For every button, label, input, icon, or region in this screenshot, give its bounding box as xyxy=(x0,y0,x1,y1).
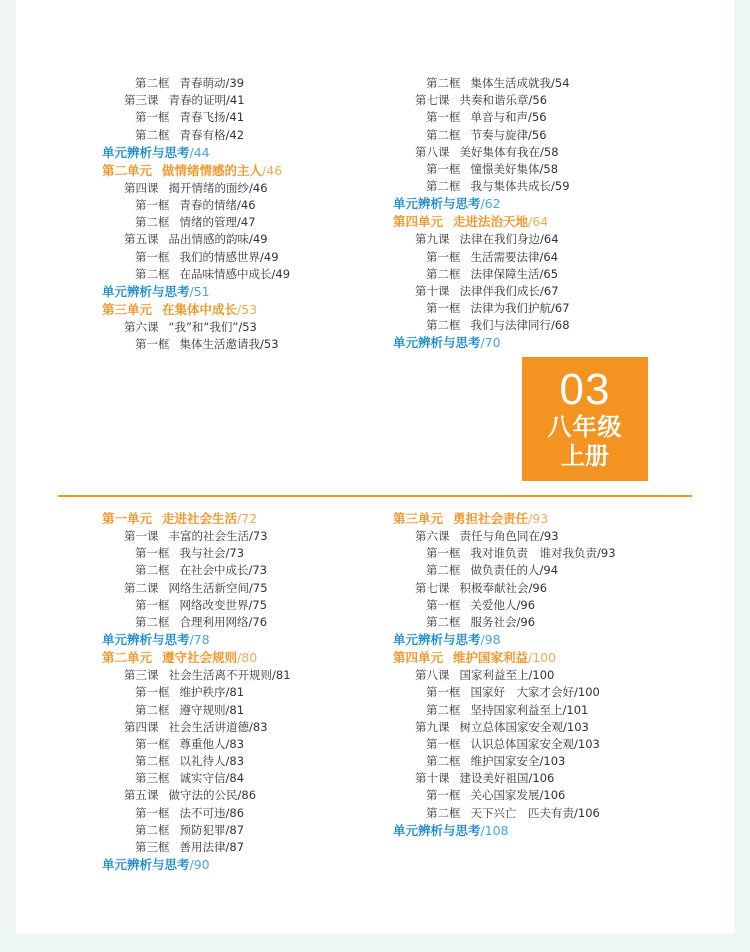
entry-page-number: /49 xyxy=(249,232,268,247)
entry-label: 第二框 xyxy=(426,127,461,142)
entry-page-number: /98 xyxy=(480,632,501,648)
entry-page-number: /56 xyxy=(528,127,547,142)
entry-title: 社会生活讲道德 xyxy=(168,719,249,734)
entry-label: 第八课 xyxy=(415,668,450,683)
section-entry[interactable] xyxy=(102,805,402,822)
entry-label: 第二框 xyxy=(135,614,170,629)
entry-title: 在品味情感中成长 xyxy=(179,266,272,281)
entry-label: 第三框 xyxy=(135,771,170,786)
entry-title: 法律为我们护航 xyxy=(470,301,551,316)
section-entry[interactable] xyxy=(393,614,703,631)
entry-title: 共奏和谐乐章 xyxy=(459,93,529,108)
entry-page-number: /96 xyxy=(516,597,536,612)
entry-page-number: /67 xyxy=(540,283,559,298)
section-entry[interactable] xyxy=(393,597,703,614)
entry-title: 合理利用网络 xyxy=(179,614,249,629)
entry-page-number: /62 xyxy=(480,196,501,212)
section-entry[interactable] xyxy=(393,266,693,283)
entry-title: 我对谁负责 谁对我负责 xyxy=(470,546,597,561)
entry-label: 第一框 xyxy=(426,546,461,561)
lesson-entry[interactable] xyxy=(393,283,693,300)
entry-label: 第一框 xyxy=(426,301,461,316)
entry-page-number: /75 xyxy=(248,597,268,612)
section-entry[interactable] xyxy=(102,266,402,283)
entry-title: 青春有格 xyxy=(179,127,226,142)
lesson-entry[interactable] xyxy=(102,319,402,336)
section-entry[interactable] xyxy=(102,753,402,770)
entry-title: 在社会中成长 xyxy=(179,563,249,578)
badge-number: 03 xyxy=(559,365,611,414)
entry-title: 我们的情感世界 xyxy=(179,249,260,264)
entry-label: 第二框 xyxy=(135,563,170,578)
entry-title: 遵守社会规则 xyxy=(162,650,238,666)
entry-label: 第三单元 xyxy=(393,511,444,526)
lesson-entry[interactable] xyxy=(393,231,693,248)
section-entry[interactable] xyxy=(393,249,693,266)
entry-title: 我与社会 xyxy=(179,546,226,561)
toc-column-top-right xyxy=(393,75,693,352)
section-entry[interactable] xyxy=(393,317,693,334)
entry-page-number: /106 xyxy=(574,805,600,820)
entry-label: 第二框 xyxy=(426,76,461,90)
entry-title: 建设美好祖国 xyxy=(459,771,529,786)
entry-title: 遵守规则 xyxy=(179,702,226,717)
lesson-entry[interactable] xyxy=(393,667,703,684)
entry-label: 第一框 xyxy=(135,197,170,212)
entry-page-number: /49 xyxy=(260,249,279,264)
entry-page-number: /90 xyxy=(189,857,210,873)
section-entry[interactable] xyxy=(393,109,693,126)
entry-page-number: /93 xyxy=(528,511,549,526)
entry-label: 第一框 xyxy=(426,110,461,125)
entry-page-number: /94 xyxy=(539,563,559,578)
entry-label: 第五课 xyxy=(124,232,159,247)
entry-title: 维护国家利益 xyxy=(453,650,529,666)
entry-title: 美好集体有我在 xyxy=(459,144,540,159)
section-entry[interactable] xyxy=(393,787,703,804)
entry-label: 第三课 xyxy=(124,668,159,683)
entry-label: 第三单元 xyxy=(102,301,153,317)
entry-page-number: /54 xyxy=(551,76,570,90)
entry-page-number: /46 xyxy=(237,197,256,212)
entry-label: 第二框 xyxy=(426,754,461,769)
section-entry[interactable] xyxy=(393,75,693,92)
section-entry[interactable] xyxy=(102,839,402,856)
entry-label: 第一框 xyxy=(135,736,170,751)
entry-label: 第二框 xyxy=(135,754,170,769)
entry-page-number: /96 xyxy=(516,614,536,629)
unit-entry[interactable] xyxy=(393,510,703,528)
entry-label: 第二框 xyxy=(426,614,461,629)
unit-review-entry[interactable] xyxy=(393,822,703,840)
section-entry[interactable] xyxy=(102,109,402,126)
entry-label: 第一框 xyxy=(135,805,170,820)
entry-page-number: /81 xyxy=(272,668,291,683)
entry-label: 第十课 xyxy=(415,283,450,298)
entry-label: 第一框 xyxy=(135,337,170,352)
entry-title: 单音与和声 xyxy=(470,110,528,125)
entry-label: 第二框 xyxy=(426,266,461,281)
entry-label: 第四课 xyxy=(124,719,159,734)
entry-title: 社会生活离不开规则 xyxy=(168,668,272,683)
entry-title: 责任与角色同在 xyxy=(459,529,540,543)
lesson-entry[interactable] xyxy=(102,180,402,197)
entry-title: 以礼待人 xyxy=(179,754,226,769)
section-entry[interactable] xyxy=(393,178,693,195)
lesson-entry[interactable] xyxy=(102,787,402,804)
entry-label: 第二框 xyxy=(135,215,170,230)
entry-page-number: /93 xyxy=(597,546,616,561)
entry-title: 维护国家安全 xyxy=(470,754,540,769)
entry-page-number: /41 xyxy=(226,93,245,108)
entry-page-number: /73 xyxy=(249,529,268,543)
entry-title: 天下兴亡 匹夫有责 xyxy=(470,805,574,820)
entry-label: 单元辨析与思考 xyxy=(102,857,190,873)
entry-title: 走进社会生活 xyxy=(162,511,238,526)
entry-page-number: /49 xyxy=(271,266,291,281)
entry-title: 揭开情绪的面纱 xyxy=(168,180,249,195)
toc-column-top-left xyxy=(102,75,402,353)
entry-page-number: /46 xyxy=(249,180,268,195)
section-entry[interactable] xyxy=(393,753,703,770)
entry-title: 节奏与旋律 xyxy=(470,127,528,142)
entry-title: 在集体中成长 xyxy=(162,301,238,317)
entry-label: 第一框 xyxy=(426,249,461,264)
entry-page-number: /103 xyxy=(574,736,600,751)
unit-entry[interactable] xyxy=(393,649,703,667)
entry-title: 国家好 大家才会好 xyxy=(470,685,574,700)
entry-page-number: /96 xyxy=(528,580,548,595)
entry-title: 情绪的管理 xyxy=(179,215,237,230)
entry-title: 做守法的公民 xyxy=(168,788,238,803)
entry-label: 单元辨析与思考 xyxy=(393,632,481,648)
entry-label: 第一框 xyxy=(135,110,170,125)
entry-title: 憧憬美好集体 xyxy=(470,161,540,176)
entry-label: 第九课 xyxy=(415,232,450,247)
entry-title: 坚持国家利益至上 xyxy=(470,702,563,717)
entry-page-number: /83 xyxy=(225,754,245,769)
lesson-entry[interactable] xyxy=(102,92,402,109)
section-entry[interactable] xyxy=(102,197,402,214)
entry-page-number: /46 xyxy=(262,162,283,178)
entry-label: 单元辨析与思考 xyxy=(102,632,190,648)
entry-page-number: /53 xyxy=(238,319,257,334)
entry-page-number: /59 xyxy=(551,179,570,194)
entry-title: 服务社会 xyxy=(470,614,517,629)
entry-label: 第八课 xyxy=(415,144,450,159)
entry-label: 第一框 xyxy=(426,161,461,176)
entry-label: 第二框 xyxy=(135,702,170,717)
entry-label: 单元辨析与思考 xyxy=(102,283,190,299)
section-entry[interactable] xyxy=(102,545,402,562)
entry-label: 第二框 xyxy=(426,702,461,717)
entry-title: 关爱他人 xyxy=(470,597,517,612)
entry-title: 维护秩序 xyxy=(179,685,226,700)
entry-label: 第一框 xyxy=(426,788,461,803)
entry-page-number: /101 xyxy=(562,702,589,717)
lesson-entry[interactable] xyxy=(102,580,402,597)
entry-title: 法律伴我们成长 xyxy=(459,283,540,298)
entry-label: 第五课 xyxy=(124,788,159,803)
entry-page-number: /64 xyxy=(539,249,559,264)
lesson-entry[interactable] xyxy=(102,719,402,736)
section-entry[interactable] xyxy=(102,684,402,701)
entry-page-number: /81 xyxy=(225,702,245,717)
section-entry[interactable] xyxy=(393,545,703,562)
unit-review-entry[interactable] xyxy=(393,195,693,213)
entry-page-number: /84 xyxy=(225,771,245,786)
section-entry[interactable] xyxy=(102,127,402,144)
unit-review-entry[interactable] xyxy=(102,631,402,649)
section-entry[interactable] xyxy=(102,336,402,353)
entry-title: 网络生活新空间 xyxy=(168,580,249,595)
entry-page-number: /53 xyxy=(237,301,258,317)
entry-page-number: /81 xyxy=(225,685,245,700)
lesson-entry[interactable] xyxy=(393,528,703,545)
section-entry[interactable] xyxy=(102,562,402,579)
lesson-entry[interactable] xyxy=(393,144,693,161)
entry-label: 第四单元 xyxy=(393,650,444,666)
entry-page-number: /73 xyxy=(225,546,245,561)
badge-volume: 上册 xyxy=(561,442,609,470)
section-entry[interactable] xyxy=(102,702,402,719)
lesson-entry[interactable] xyxy=(102,231,402,248)
entry-title: 生活需要法律 xyxy=(470,249,540,264)
entry-page-number: /106 xyxy=(528,771,555,786)
section-entry[interactable] xyxy=(393,684,703,701)
section-entry[interactable] xyxy=(102,822,402,839)
toc-column-bottom-left xyxy=(102,510,402,874)
entry-label: 第二框 xyxy=(426,805,461,820)
entry-title: 关心国家发展 xyxy=(470,788,540,803)
entry-label: 第二框 xyxy=(426,179,461,194)
entry-label: 第七课 xyxy=(415,93,450,108)
unit-entry[interactable] xyxy=(102,162,402,180)
unit-entry[interactable] xyxy=(102,510,402,528)
entry-label: 第六课 xyxy=(415,529,450,543)
entry-label: 第二框 xyxy=(135,266,170,281)
entry-title: 网络改变世界 xyxy=(179,597,249,612)
entry-title: 青春的情绪 xyxy=(179,197,237,212)
entry-title: 青春的证明 xyxy=(168,93,226,108)
entry-page-number: /100 xyxy=(528,650,557,666)
entry-label: 第一框 xyxy=(135,597,170,612)
lesson-entry[interactable] xyxy=(393,580,703,597)
entry-title: 诚实守信 xyxy=(179,771,226,786)
entry-page-number: /47 xyxy=(237,215,256,230)
entry-title: 品出情感的韵味 xyxy=(168,232,249,247)
section-entry[interactable] xyxy=(393,702,703,719)
entry-page-number: /65 xyxy=(539,266,559,281)
entry-label: 单元辨析与思考 xyxy=(393,196,481,212)
entry-label: 第一课 xyxy=(124,529,159,543)
entry-title: 法不可违 xyxy=(179,805,226,820)
entry-page-number: /80 xyxy=(237,650,258,666)
entry-page-number: /106 xyxy=(539,788,566,803)
entry-label: 第一框 xyxy=(426,685,461,700)
entry-page-number: /93 xyxy=(540,529,559,543)
section-entry[interactable] xyxy=(102,770,402,787)
entry-page-number: /67 xyxy=(551,301,570,316)
entry-title: 预防犯罪 xyxy=(179,822,226,837)
entry-page-number: /58 xyxy=(539,161,559,176)
badge-grade: 八年级 xyxy=(547,413,623,441)
entry-page-number: /58 xyxy=(540,144,559,159)
section-entry[interactable] xyxy=(102,249,402,266)
entry-label: 第一框 xyxy=(135,249,170,264)
entry-page-number: /86 xyxy=(225,805,245,820)
section-entry[interactable] xyxy=(102,75,402,92)
entry-label: 第二单元 xyxy=(102,650,153,666)
section-entry[interactable] xyxy=(102,597,402,614)
section-entry[interactable] xyxy=(393,736,703,753)
toc-column-bottom-right xyxy=(393,510,703,840)
unit-review-entry[interactable] xyxy=(393,334,693,352)
entry-label: 第一框 xyxy=(135,685,170,700)
entry-page-number: /87 xyxy=(225,822,245,837)
entry-label: 第九课 xyxy=(415,719,450,734)
entry-page-number: /73 xyxy=(248,563,268,578)
entry-label: 第四课 xyxy=(124,180,159,195)
lesson-entry[interactable] xyxy=(393,92,693,109)
entry-label: 第七课 xyxy=(415,580,450,595)
entry-title: 青春飞扬 xyxy=(179,110,226,125)
unit-entry[interactable] xyxy=(393,213,693,231)
entry-label: 第二课 xyxy=(124,580,159,595)
entry-page-number: /64 xyxy=(528,214,549,230)
entry-page-number: /100 xyxy=(574,685,600,700)
unit-review-entry[interactable] xyxy=(393,631,703,649)
entry-page-number: /87 xyxy=(225,840,245,854)
entry-page-number: /86 xyxy=(237,788,257,803)
entry-label: 第四单元 xyxy=(393,214,444,230)
lesson-entry[interactable] xyxy=(102,667,402,684)
entry-title: 认识总体国家安全观 xyxy=(470,736,574,751)
entry-label: 第六课 xyxy=(124,319,159,334)
entry-label: 第一单元 xyxy=(102,511,153,526)
section-entry[interactable] xyxy=(102,214,402,231)
entry-label: 单元辨析与思考 xyxy=(393,335,481,351)
entry-page-number: /44 xyxy=(189,144,210,160)
entry-title: 集体生活成就我 xyxy=(470,76,551,90)
entry-label: 单元辨析与思考 xyxy=(393,822,481,838)
entry-label: 第二框 xyxy=(426,563,461,578)
entry-label: 第三框 xyxy=(135,840,170,854)
entry-page-number: /83 xyxy=(225,736,245,751)
entry-page-number: /42 xyxy=(225,127,245,142)
entry-title: 善用法律 xyxy=(179,840,226,854)
entry-page-number: /75 xyxy=(249,580,268,595)
unit-review-entry[interactable] xyxy=(102,283,402,301)
entry-page-number: /56 xyxy=(528,110,547,125)
section-entry[interactable] xyxy=(393,127,693,144)
entry-page-number: /83 xyxy=(249,719,268,734)
entry-title: 丰富的社会生活 xyxy=(168,529,249,543)
entry-label: 第二框 xyxy=(135,127,170,142)
entry-title: “我”和“我们” xyxy=(168,319,239,334)
entry-page-number: /39 xyxy=(225,76,245,90)
entry-title: 积极奉献社会 xyxy=(459,580,529,595)
entry-label: 第三课 xyxy=(124,93,159,108)
unit-review-entry[interactable] xyxy=(102,856,402,874)
entry-title: 法律在我们身边 xyxy=(459,232,540,247)
entry-title: 国家利益至上 xyxy=(459,668,529,683)
unit-review-entry[interactable] xyxy=(102,144,402,162)
entry-page-number: /53 xyxy=(260,337,279,352)
entry-page-number: /70 xyxy=(480,335,501,351)
entry-page-number: /64 xyxy=(540,232,559,247)
entry-title: 法律保障生活 xyxy=(470,266,540,281)
entry-page-number: /41 xyxy=(225,110,245,125)
section-divider xyxy=(58,495,692,497)
section-entry[interactable] xyxy=(393,161,693,178)
lesson-entry[interactable] xyxy=(393,719,703,736)
entry-page-number: /76 xyxy=(248,614,268,629)
entry-title: 做负责任的人 xyxy=(470,563,540,578)
entry-label: 第一框 xyxy=(426,736,461,751)
entry-label: 第二框 xyxy=(135,822,170,837)
section-entry[interactable] xyxy=(393,300,693,317)
entry-title: 集体生活邀请我 xyxy=(179,337,260,352)
section-entry[interactable] xyxy=(393,562,703,579)
section-entry[interactable] xyxy=(102,614,402,631)
entry-page-number: /103 xyxy=(563,719,589,734)
grade-badge xyxy=(522,357,648,481)
entry-label: 第二框 xyxy=(135,76,170,90)
entry-page-number: /78 xyxy=(189,632,210,648)
entry-title: 尊重他人 xyxy=(179,736,226,751)
entry-title: 做情绪情感的主人 xyxy=(162,162,263,178)
entry-page-number: /56 xyxy=(528,93,548,108)
unit-entry[interactable] xyxy=(102,649,402,667)
entry-label: 第二框 xyxy=(426,318,461,333)
section-entry[interactable] xyxy=(102,736,402,753)
lesson-entry[interactable] xyxy=(393,770,703,787)
entry-page-number: /68 xyxy=(551,318,570,333)
entry-title: 青春萌动 xyxy=(179,76,226,90)
entry-title: 树立总体国家安全观 xyxy=(459,719,563,734)
entry-title: 走进法治天地 xyxy=(453,214,529,230)
entry-label: 第一框 xyxy=(135,546,170,561)
entry-label: 第一框 xyxy=(426,597,461,612)
entry-title: 我们与法律同行 xyxy=(470,318,551,333)
entry-title: 我与集体共成长 xyxy=(470,179,551,194)
entry-page-number: /100 xyxy=(528,668,555,683)
lesson-entry[interactable] xyxy=(102,528,402,545)
entry-title: 勇担社会责任 xyxy=(453,511,529,526)
entry-label: 单元辨析与思考 xyxy=(102,144,190,160)
entry-page-number: /108 xyxy=(480,822,509,838)
entry-page-number: /103 xyxy=(539,754,566,769)
entry-page-number: /72 xyxy=(237,511,258,526)
unit-entry[interactable] xyxy=(102,301,402,319)
section-entry[interactable] xyxy=(393,805,703,822)
entry-label: 第二单元 xyxy=(102,162,153,178)
entry-page-number: /51 xyxy=(189,283,210,299)
entry-label: 第十课 xyxy=(415,771,450,786)
